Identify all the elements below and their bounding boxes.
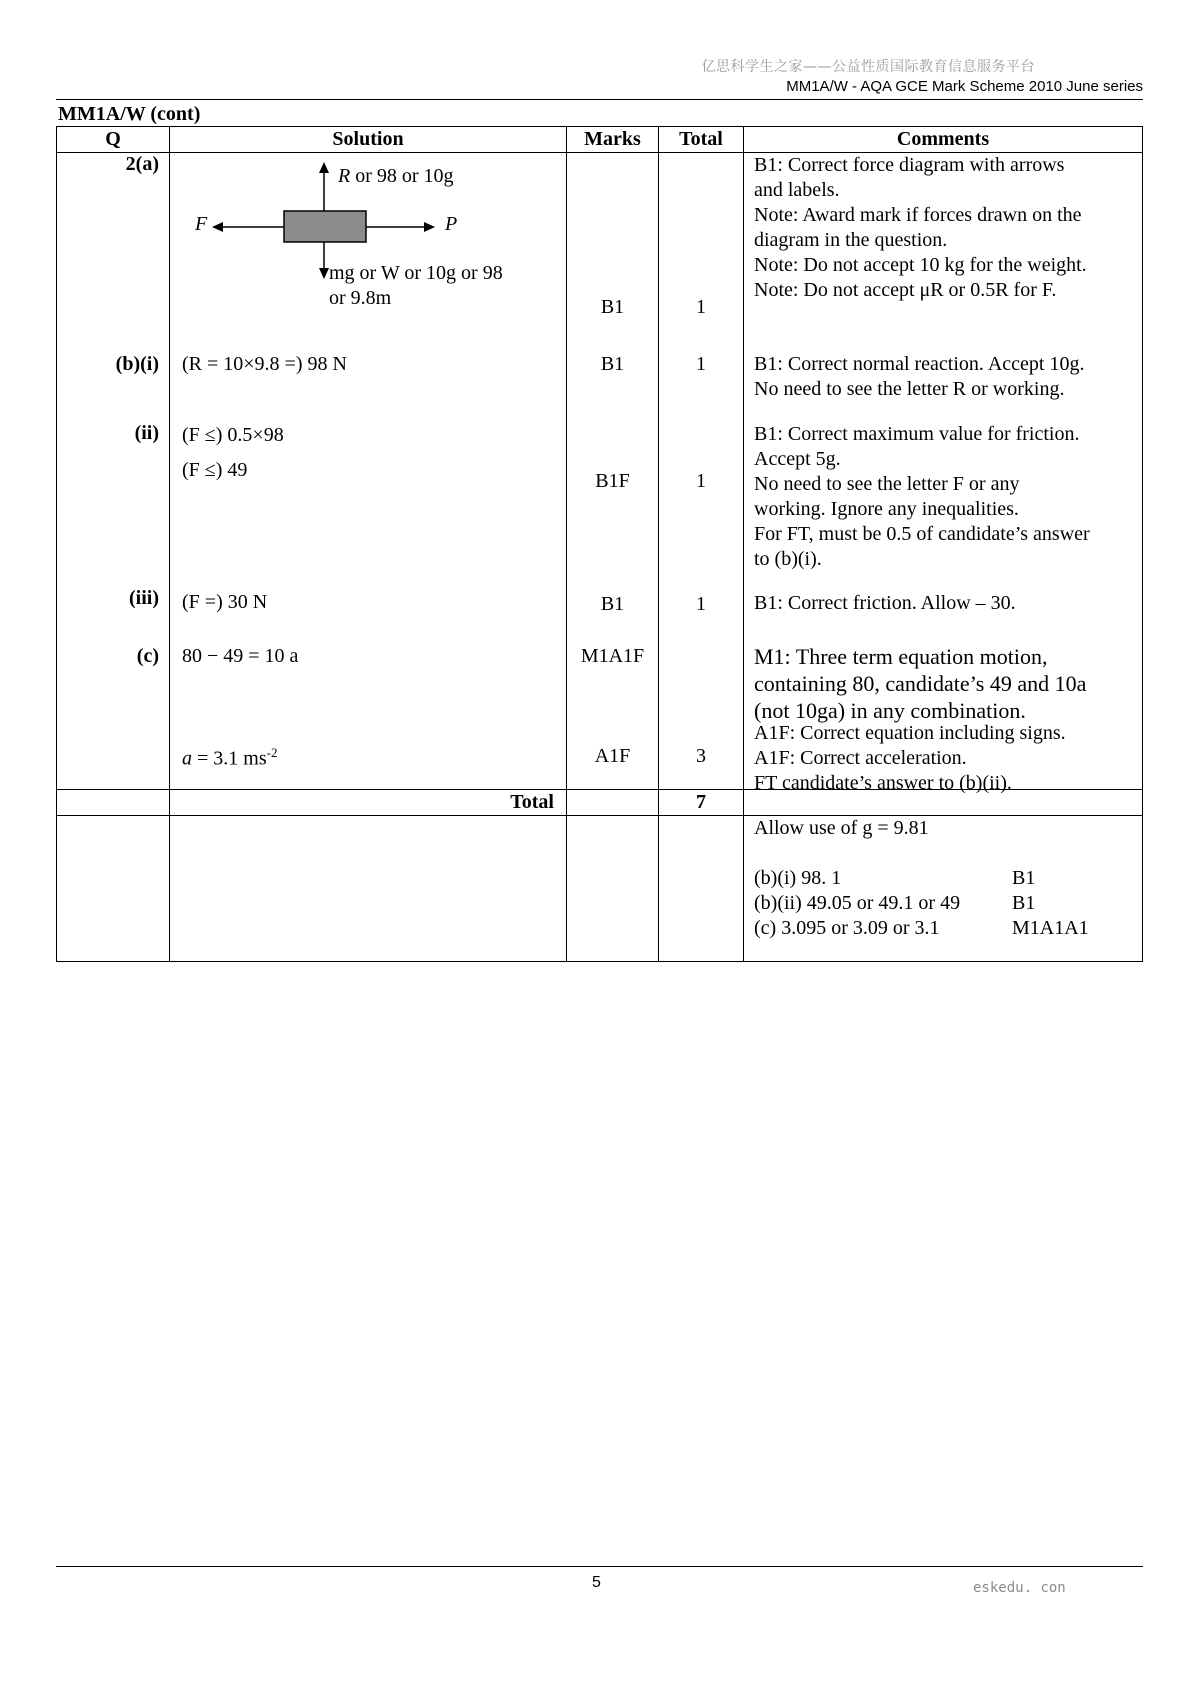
comment-line: Note: Do not accept 10 kg for the weight. <box>754 254 1087 276</box>
marks-bii: B1F <box>595 470 630 492</box>
total-2a: 1 <box>696 296 706 318</box>
g-note-total <box>659 816 744 962</box>
question-label-bi: (b)(i) <box>115 353 159 375</box>
total-row-q <box>57 790 170 816</box>
force-label-friction: F <box>195 213 208 235</box>
total-row-value-cell <box>659 790 744 816</box>
column-header-q: Q <box>57 127 170 153</box>
comments-c-m1 <box>754 643 1134 724</box>
total-cell <box>659 153 744 790</box>
comment-line: A1F: Correct acceleration. <box>754 747 967 769</box>
force-diagram <box>170 153 567 329</box>
comment-line: A1F: Correct equation including signs. <box>754 722 1066 744</box>
solution-c-line1: 80 − 49 = 10 a <box>182 645 299 667</box>
comment-line: B1: Correct friction. Allow – 30. <box>754 592 1016 614</box>
solution-bii-line1: (F ≤) 0.5×98 <box>182 424 284 446</box>
g-note-q <box>57 816 170 962</box>
mark-scheme-table <box>56 126 1143 962</box>
comment-line: Note: Do not accept μR or 0.5R for F. <box>754 279 1057 301</box>
solution-biii: (F =) 30 N <box>182 591 268 613</box>
comments-bi <box>754 352 1134 402</box>
section-title: MM1A/W (cont) <box>58 103 201 125</box>
solution-cell <box>170 153 567 790</box>
g-note-item: (b)(ii) 49.05 or 49.1 or 49 B1 <box>754 892 1036 914</box>
g-note-item: (c) 3.095 or 3.09 or 3.1 M1A1A1 <box>754 917 1089 939</box>
force-label-weight-line2: or 9.8m <box>329 287 392 309</box>
solution-c-line2: a = 3.1 $ms^{-2}$ <box>182 745 278 770</box>
comment-line: M1: Three term equation motion, <box>754 644 1048 669</box>
comment-line: B1: Correct maximum value for friction. <box>754 423 1080 445</box>
column-header-solution: Solution <box>170 127 567 153</box>
table-header-row <box>57 127 1143 153</box>
g-note-cell <box>744 816 1143 962</box>
header-watermark: 亿思科学生之家——公益性质国际教育信息服务平台 <box>701 59 1035 75</box>
comment-line: (not 10ga) in any combination. <box>754 698 1026 723</box>
footer-site: eskedu. con <box>973 1580 1066 1596</box>
comments-c-a1 <box>754 721 1134 796</box>
column-header-total: Total <box>659 127 744 153</box>
document-title: MM1A/W - AQA GCE Mark Scheme 2010 June series <box>786 78 1143 95</box>
solution-bi: (R = 10×9.8 =) 98 N <box>182 353 347 375</box>
page-number: 5 <box>592 1574 601 1591</box>
marks-cell <box>567 153 659 790</box>
table-row <box>57 153 1143 790</box>
comment-line: containing 80, candidate’s 49 and 10a <box>754 671 1087 696</box>
g-note-row <box>57 816 1143 962</box>
total-bi: 1 <box>696 353 706 375</box>
header-divider <box>56 99 1143 100</box>
solution-bii-line2: (F ≤) 49 <box>182 459 248 481</box>
marks-c-line1: M1A1F <box>580 645 645 667</box>
g-note-marks <box>567 816 659 962</box>
total-biii: 1 <box>696 593 706 615</box>
g-note-item: (b)(i) 98. 1 B1 <box>754 867 1036 889</box>
comment-line: and labels. <box>754 179 840 201</box>
g-note <box>754 816 1134 941</box>
column-header-marks: Marks <box>567 127 659 153</box>
comment-line: For FT, must be 0.5 of candidate’s answer <box>754 523 1090 545</box>
g-note-line: Allow use of g = 9.81 <box>754 817 929 839</box>
comment-line: Accept 5g. <box>754 448 841 470</box>
comment-line: working. Ignore any inequalities. <box>754 498 1019 520</box>
marks-biii: B1 <box>600 593 625 615</box>
total-c: 3 <box>696 745 706 767</box>
question-label-bii: (ii) <box>134 422 159 444</box>
total-value: 7 <box>696 791 706 813</box>
total-row-label-cell <box>170 790 567 816</box>
force-label-reaction: R or 98 or 10g <box>338 165 454 187</box>
marks-c-line2: A1F <box>594 745 631 767</box>
comment-line: No need to see the letter F or any <box>754 473 1020 495</box>
total-bii: 1 <box>696 470 706 492</box>
total-label: Total <box>510 791 554 813</box>
comments-cell <box>744 153 1143 794</box>
comment-line: Note: Award mark if forces drawn on the <box>754 204 1082 226</box>
comment-line: No need to see the letter R or working. <box>754 378 1065 400</box>
comment-line: B1: Correct normal reaction. Accept 10g. <box>754 353 1085 375</box>
comments-2a <box>754 153 1134 303</box>
force-label-pull: P <box>445 213 458 235</box>
marks-2a: B1 <box>600 296 625 318</box>
comment-line: FT candidate’s answer to (b)(ii). <box>754 772 1012 794</box>
question-label-biii: (iii) <box>129 587 159 609</box>
footer-divider <box>56 1566 1143 1567</box>
column-header-comments: Comments <box>744 127 1143 153</box>
comment-line: B1: Correct force diagram with arrows <box>754 154 1065 176</box>
question-label-c: (c) <box>136 645 159 667</box>
force-label-weight-line1: mg or W or 10g or 98 <box>329 262 503 284</box>
marks-bi: B1 <box>600 353 625 375</box>
question-label-2a: 2(a) <box>125 153 159 175</box>
comments-bii <box>754 422 1134 572</box>
total-row-marks <box>567 790 659 816</box>
g-note-solution <box>170 816 567 962</box>
comment-line: to (b)(i). <box>754 548 822 570</box>
comment-line: diagram in the question. <box>754 229 948 251</box>
comments-biii <box>754 591 1134 616</box>
question-cell <box>57 153 170 790</box>
